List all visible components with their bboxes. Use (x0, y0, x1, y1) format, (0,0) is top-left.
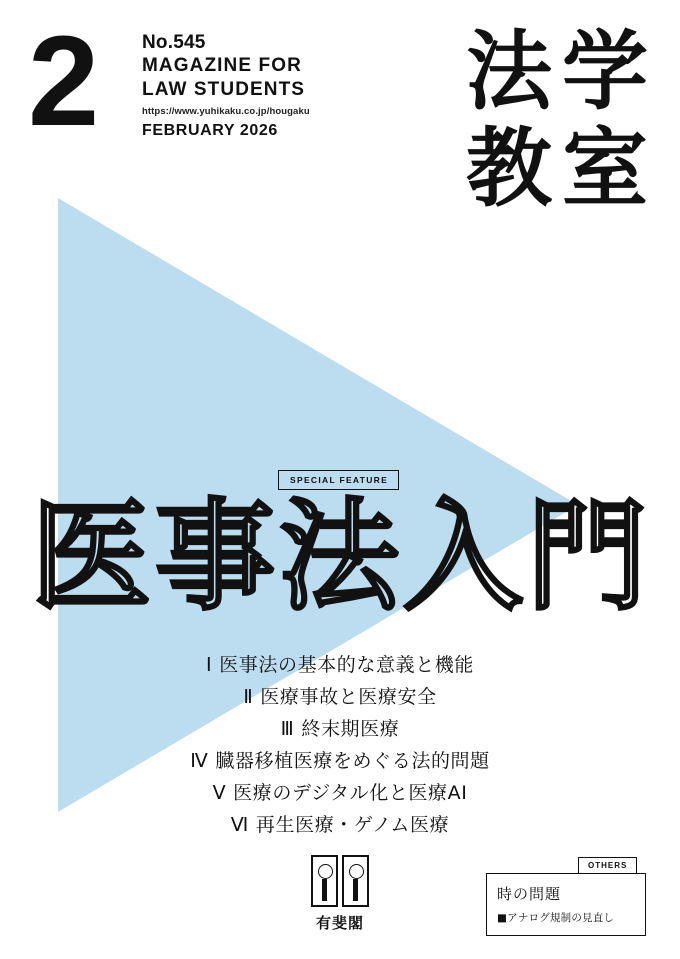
contents-item-number: Ⅰ (205, 655, 213, 676)
contents-item-label: 医療のデジタル化と医療AI (233, 781, 468, 804)
contents-item-label: 医事法の基本的な意義と機能 (219, 654, 475, 676)
list-item (0, 714, 680, 746)
contents-item-number: Ⅳ (190, 750, 209, 772)
website-url[interactable]: https://www.yuhikaku.co.jp/hougaku (142, 106, 310, 118)
list-item (0, 810, 680, 842)
list-item (0, 682, 680, 714)
contents-item-label: 医療事故と医療安全 (260, 685, 437, 708)
contents-item-number: Ⅱ (243, 686, 254, 708)
issue-number: 2 (28, 10, 96, 153)
logo-half-right (342, 855, 369, 907)
list-item (0, 778, 680, 810)
others-title: 時の問題 (497, 885, 562, 903)
publisher-name: 有斐閣 (315, 914, 364, 932)
list-item (0, 746, 680, 778)
contents-item-number: Ⅵ (230, 814, 249, 836)
publisher-logo-icon (311, 855, 369, 907)
title-line-2: 教室 (466, 118, 658, 219)
others-tag: OTHERS (578, 857, 637, 874)
contents-item-label: 臓器移植医療をめぐる法的問題 (215, 749, 490, 772)
list-item (0, 650, 680, 682)
title-line-1: 法学 (466, 22, 658, 122)
contents-item-number: Ⅴ (212, 782, 227, 804)
tagline-line-2: LAW STUDENTS (142, 78, 306, 100)
page-title (418, 22, 658, 219)
logo-half-left (311, 855, 338, 907)
issue-date: FEBRUARY 2026 (142, 122, 278, 140)
others-box (486, 873, 646, 936)
masthead-block (142, 32, 372, 140)
others-item: ■アナログ規制の見直し (497, 912, 615, 924)
issue-no-label: No.545 (142, 32, 206, 53)
special-feature-tag: SPECIAL FEATURE (278, 470, 399, 490)
tagline-line-1: MAGAZINE FOR (142, 54, 302, 76)
publisher-block (296, 855, 384, 933)
contents-item-number: Ⅲ (280, 718, 295, 740)
contents-item-label: 再生医療・ゲノム医療 (255, 813, 450, 836)
contents-list (0, 650, 680, 842)
contents-item-label: 終末期医療 (301, 717, 400, 740)
feature-title: 医事法入門 (31, 488, 651, 627)
